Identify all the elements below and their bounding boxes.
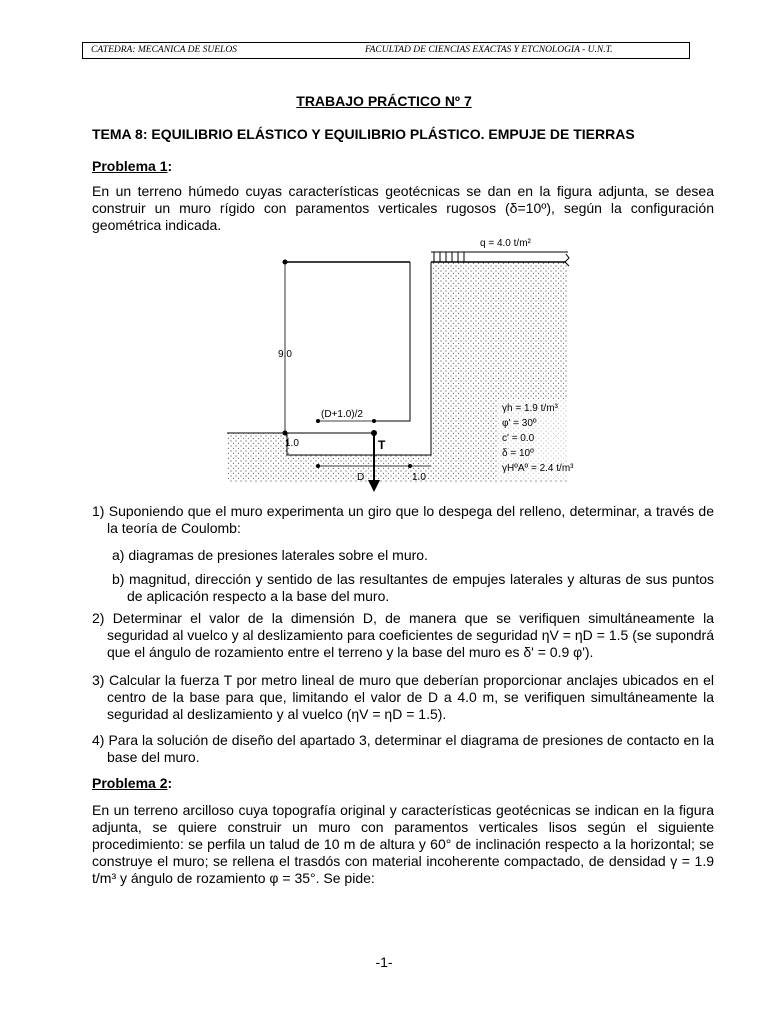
header-right: FACULTAD DE CIENCIAS EXACTAS Y ETCNOLOGIA - U.N.T. [365, 45, 613, 55]
problem-1-item-1b: b) magnitud, dirección y sentido de las resultantes de empujes laterales y alturas de sus puntos de aplicación respecto a la base del muro. [112, 571, 714, 604]
half-base-label: (D+1.0)/2 [321, 409, 363, 420]
problem-1-item-4: 4) Para la solución de diseño del apartado 3, determinar el diagrama de presiones de contacto en la base del muro. [92, 732, 714, 765]
right-dim-label: 1.0 [412, 472, 426, 483]
problem-1-item-1: 1) Suponiendo que el muro experimenta un giro que lo despega del relleno, determinar, a través de la teoría de Coulomb: [92, 503, 714, 536]
header-left: CATEDRA: MECANICA DE SUELOS [91, 45, 237, 55]
soil-prop: φ' = 30º [502, 418, 537, 429]
problem-2-intro: En un terreno arcilloso cuya topografía original y características geotécnicas se indican en la figura adjunta, se quiere construir un muro con paramentos verticales lisos según el siguiente procedimiento: se perfila un talud de 10 m de altura y 60° de inclinación respecto a la horizontal; se construye el muro; se rellena el trasdós con material incoherente compactado, de densidad γ = 1.9 t/m³ y ángulo de rozamiento φ = 35°. Se pide: [92, 802, 714, 886]
force-label: T [378, 438, 386, 452]
soil-prop: γHºAº = 2.4 t/m³ [502, 463, 574, 474]
left-dim-label: 1.0 [285, 438, 299, 449]
soil-prop: δ = 10º [502, 448, 534, 459]
problem-1-item-1a: a) diagramas de presiones laterales sobre el muro. [112, 547, 428, 563]
problem-2-heading: Problema 2: [92, 775, 173, 791]
page-title: TRABAJO PRÁCTICO Nº 7 [296, 93, 472, 109]
soil-prop: c' = 0.0 [502, 433, 535, 444]
wall-base [290, 433, 431, 454]
problem-1-item-3: 3) Calcular la fuerza T por metro lineal de muro que deberían proporcionar anclajes ubicados en el centro de la base para que, limitando el valor de D a 4.0 m, se verifiquen simultáneamente la seguridad al deslizamiento y al vuelco (ηV = ηD = 1.5). [92, 672, 714, 722]
page-number: -1- [375, 954, 393, 970]
base-label: D [357, 472, 365, 483]
problem-1-intro: En un terreno húmedo cuyas características geotécnicas se dan en la figura adjunta, se desea construir un muro rígido con paramentos verticales rugosos (δ=10º), según la configuración geométrica indicada. [92, 183, 714, 233]
topic-heading: TEMA 8: EQUILIBRIO ELÁSTICO Y EQUILIBRIO PLÁSTICO. EMPUJE DE TIERRAS [92, 126, 635, 142]
wall-stem [410, 262, 431, 433]
soil-prop: γh = 1.9 t/m³ [502, 403, 558, 414]
problem-1-heading: Problema 1: [92, 158, 173, 174]
problem-1-item-2: 2) Determinar el valor de la dimensión D, de manera que se verifiquen simultáneamente la seguridad al vuelco y al deslizamiento para coeficientes de seguridad ηV = ηD = 1.5 (se supondrá que el ángulo de rozamiento entre el terreno y la base del muro es δ' = 0.9 φ'). [92, 610, 714, 660]
height-label: 9.0 [278, 349, 292, 360]
load-label: q = 4.0 t/m² [480, 238, 531, 249]
